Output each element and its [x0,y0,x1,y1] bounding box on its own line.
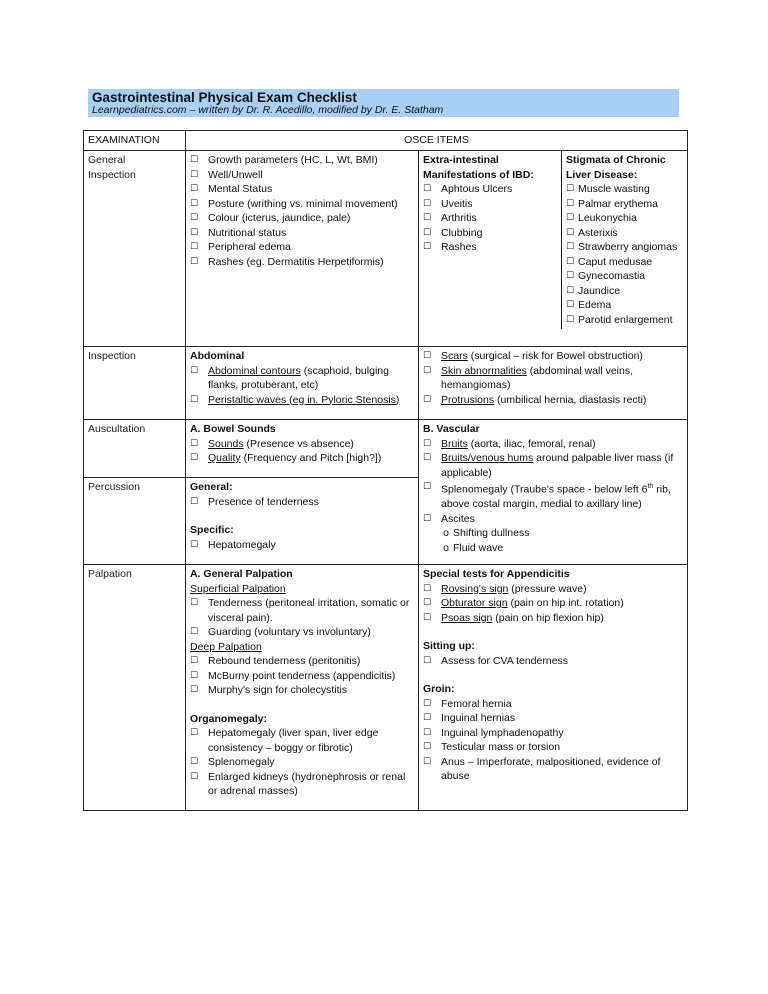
checkbox-icon: ☐ [190,184,199,194]
checklist-item-text: Testicular mass or torsion [441,741,561,753]
checkbox-icon: ☐ [423,227,432,238]
checklist-item-text: Guarding (voluntary vs involuntary) [208,626,371,638]
checkbox-icon: ☐ [423,213,432,223]
checklist-item-text: Rovsing's sign (pressure wave) [441,582,587,595]
sitting-up-title: Sitting up: [423,640,475,652]
ibd-liver-cell [419,151,688,347]
checkbox-icon: ☐ [423,583,432,594]
checklist-item-text: Parotid enlargement [578,313,673,326]
document-title: Gastrointestinal Physical Exam Checklist [92,90,357,105]
checkbox-icon: ☐ [423,513,432,524]
checkbox-icon: ☐ [423,655,432,666]
checklist-item [190,755,414,770]
checklist-item-text: Peripheral edema [208,241,291,253]
checklist-item-text: Quality (Frequency and Pitch [high?]) [208,452,382,464]
checklist-item [423,740,683,755]
auscultation-row [84,420,688,478]
checklist-item [190,255,414,270]
liver-column [562,153,683,327]
checklist-item-text: Obturator sign (pain on hip int. rotation) [441,597,624,609]
inspection-left-cell [186,347,419,420]
checklist-item [423,437,683,452]
checklist-item-text: Arthritis [441,212,477,224]
checklist-item [423,364,683,393]
checklist-item-text: Rashes [441,241,477,253]
checkbox-icon: ☐ [190,656,199,666]
checklist-item-text: Mental Status [208,183,273,195]
checklist-item [190,770,414,799]
checklist-item [423,611,683,626]
checklist-item-text: Bruits (aorta, iliac, femoral, renal) [441,437,596,450]
checklist-item [566,182,683,197]
checkbox-icon: ☐ [566,300,575,310]
palpation-left-cell [186,565,419,811]
checklist-item [566,197,683,212]
checklist-item [190,182,414,197]
percussion-left-cell [186,478,419,565]
checkbox-icon: ☐ [423,184,432,194]
checklist-item [566,240,683,255]
document-subtitle: Learnpediatrics.com – written by Dr. R. Acedillo, modified by Dr. E. Statham [92,104,444,116]
checklist-item [423,393,683,408]
inspection-row [84,347,688,420]
checklist-item [566,226,683,241]
checklist-item-text: Clubbing [441,226,483,239]
checklist-item [190,654,414,669]
percussion-general-title: General: [190,481,233,493]
checklist-item [423,654,683,669]
checklist-item [190,168,414,183]
checkbox-icon: ☐ [190,757,199,767]
checklist-item [566,284,683,299]
exam-label-auscultation: Auscultation [84,420,186,478]
checkbox-icon: ☐ [566,285,575,296]
checkbox-icon: ☐ [566,256,575,267]
checkbox-icon: ☐ [423,351,432,361]
checklist-item [190,596,414,625]
checklist-item-text: Posture (writhing vs. minimal movement) [208,197,398,210]
circle-bullet-icon: o [443,541,449,554]
checkbox-icon: ☐ [423,242,432,252]
checkbox-icon: ☐ [190,496,199,507]
checklist-item-text: Edema [578,299,612,311]
liver-title: Stigmata of Chronic Liver Disease: [566,154,666,181]
ascites-subitem [423,526,683,541]
checklist-item-text: Splenomegaly [208,756,275,768]
checklist-item [190,393,414,408]
checkbox-icon: ☐ [190,539,199,550]
checklist-item-text: Abdominal contours (scaphoid, bulging flanks, protuberant, etc) [208,364,389,391]
title-banner [88,89,679,117]
checklist-item [566,255,683,270]
circle-bullet-icon: o [443,527,449,539]
checkbox-icon: ☐ [566,184,575,194]
checklist-item [423,697,683,712]
checklist-item-text: Uveitis [441,197,473,210]
superficial-palpation-title: Superficial Palpation [190,582,286,595]
checkbox-icon: ☐ [190,670,199,681]
checklist-item [423,182,557,197]
checkbox-icon: ☐ [190,213,199,223]
checklist-item-text: Colour (icterus, jaundice, pale) [208,212,351,224]
checklist-item-text: Asterixis [578,226,618,239]
checkbox-icon: ☐ [190,453,199,463]
checklist-item [566,211,683,226]
checkbox-icon: ☐ [190,771,199,782]
checklist-item [423,197,557,212]
checklist-item [190,495,414,510]
auscultation-left-cell [186,420,419,478]
osce-items-header: OSCE ITEMS [186,131,688,151]
checklist-item-text: Jaundice [578,284,621,297]
deep-palpation-title: Deep Palpation [190,640,262,653]
checklist-item [566,269,683,284]
bowel-sounds-title: A. Bowel Sounds [190,423,276,435]
checkbox-icon: ☐ [423,698,432,709]
checklist-item-text: McBurny point tenderness (appendicitis) [208,669,396,682]
groin-title: Groin: [423,683,455,695]
checklist-item-text: Protrusions (umbilical hernia, diastasis recti) [441,393,647,406]
checklist-item-text: Enlarged kidneys (hydronephrosis or renal or adrenal masses) [208,770,406,797]
checklist-item-text: Murphy's sign for cholecystitis [208,684,348,696]
checklist-item-text: Tenderness (peritoneal irritation, somatic or visceral pain). [208,597,410,624]
checkbox-icon: ☐ [423,713,432,723]
exam-label-general: General Inspection [84,151,186,347]
checklist-item [190,364,414,393]
ascites-item: ☐ Ascites [423,512,475,525]
checklist-item [190,683,414,698]
checkbox-icon: ☐ [566,271,575,281]
palpation-row [84,565,688,811]
checklist-item-text: Hepatomegaly (liver span, liver edge consistency – boggy or fibrotic) [208,727,379,754]
checkbox-icon: ☐ [423,438,432,449]
checkbox-icon: ☐ [566,198,575,209]
checkbox-icon: ☐ [423,727,432,738]
general-palpation-title: A. General Palpation [190,568,293,580]
checkbox-icon: ☐ [190,227,199,238]
ibd-column [419,151,562,329]
checklist-item [423,211,557,226]
splenomegaly-item: ☐ Splenomegaly (Traube's space - below left 6th rib, above costal margin, medial to axillary line) [423,482,671,510]
checklist-item-text: Skin abnormalities (abdominal wall veins, hemangiomas) [441,364,634,391]
checkbox-icon: ☐ [423,394,432,405]
checklist-item-text: Assess for CVA tenderness [441,654,569,667]
checkbox-icon: ☐ [423,365,432,376]
checklist-item [423,726,683,741]
inspection-right-cell [419,347,688,420]
checkbox-icon: ☐ [566,227,575,238]
checklist-item-text: Strawberry angiomas [578,241,678,253]
checklist-item-text: Well/Unwell [208,168,263,181]
checklist-item [190,726,414,755]
checklist-table [83,130,688,811]
checklist-item-text: Aphtous Ulcers [441,183,513,195]
checkbox-icon: ☐ [190,242,199,252]
percussion-specific-title: Specific: [190,524,234,536]
ibd-title: Extra-intestinal Manifestations of IBD: [423,154,534,181]
organomegaly-title: Organomegaly: [190,712,268,725]
exam-label-percussion: Percussion [84,478,186,565]
checklist-item-text: Psoas sign (pain on hip flexion hip) [441,611,604,624]
checkbox-icon: ☐ [423,756,432,767]
checkbox-icon: ☐ [566,314,575,325]
checklist-item [423,451,683,480]
checklist-item [190,625,414,640]
checklist-item [423,226,557,241]
palpation-right-cell [419,565,688,811]
checklist-item [423,240,557,255]
checklist-item-text: Presence of tenderness [208,495,319,508]
checklist-item-text: Bruits/venous hums around palpable liver mass (if applicable) [441,452,674,479]
general-inspection-row [84,151,688,347]
checklist-item [566,298,683,313]
abdominal-title: Abdominal [190,350,245,362]
checklist-item-text: Leukonychia [578,212,637,224]
checkbox-icon: ☐ [190,598,199,608]
checklist-item [190,451,414,466]
checklist-item-text: Peristaltic waves (eg in. Pyloric Stenosis) [208,393,400,406]
checklist-item-text: Palmar erythema [578,197,658,210]
appendicitis-title: Special tests for Appendicitis [423,568,570,580]
checklist-item [190,437,414,452]
checklist-item-text: Growth parameters (HC, L, Wt, BMI) [208,154,378,166]
checklist-item-text: Muscle wasting [578,183,650,195]
checkbox-icon: ☐ [423,198,432,209]
checklist-item-text: Anus – Imperforate, malpositioned, evidence of abuse [441,755,661,782]
checklist-item-text: Nutritional status [208,226,287,239]
checklist-item [190,240,414,255]
vascular-title: B. Vascular [423,423,480,435]
checklist-item-text: Femoral hernia [441,697,512,710]
checklist-item-text: Hepatomegaly [208,538,276,551]
checkbox-icon: ☐ [423,482,432,492]
checkbox-icon: ☐ [423,453,432,463]
checkbox-icon: ☐ [190,198,199,209]
checklist-item-text: Scars (surgical – risk for Bowel obstruction) [441,350,643,362]
examination-header: EXAMINATION [84,131,186,151]
checklist-item [190,669,414,684]
checkbox-icon: ☐ [190,438,199,449]
checklist-item [423,755,683,784]
vascular-percussion-cell [419,420,688,565]
checklist-item-text: Inguinal hernias [441,712,516,724]
general-items-cell [186,151,419,347]
checkbox-icon: ☐ [190,394,199,405]
checkbox-icon: ☐ [423,742,432,752]
checklist-item-text: Caput medusae [578,255,653,268]
checkbox-icon: ☐ [190,728,199,738]
checkbox-icon: ☐ [423,598,432,608]
checklist-item [190,226,414,241]
checklist-item [190,153,414,168]
exam-label-inspection: Inspection [84,347,186,420]
checkbox-icon: ☐ [566,213,575,223]
checkbox-icon: ☐ [566,242,575,252]
checklist-item [190,538,414,553]
checklist-item [423,596,683,611]
ascites-subitem-text: Shifting dullness [453,527,530,539]
checklist-item [423,349,683,364]
checklist-item [423,711,683,726]
checkbox-icon: ☐ [190,627,199,637]
checklist-item [190,197,414,212]
checklist-item [423,582,683,597]
checkbox-icon: ☐ [190,365,199,376]
checkbox-icon: ☐ [423,612,432,623]
checklist-item-text: Rashes (eg. Dermatitis Herpetiformis) [208,255,384,268]
checklist-item [190,211,414,226]
checklist-item-text: Inguinal lymphadenopathy [441,726,564,739]
checklist-item [566,313,683,328]
checkbox-icon: ☐ [190,169,199,180]
exam-label-palpation: Palpation [84,565,186,811]
ascites-subitem-text: Fluid wave [453,541,504,554]
checkbox-icon: ☐ [190,256,199,267]
checklist-item-text: Sounds (Presence vs absence) [208,437,354,450]
checklist-item-text: Gynecomastia [578,270,646,282]
checkbox-icon: ☐ [190,155,199,165]
checkbox-icon: ☐ [190,685,199,695]
checklist-item-text: Rebound tenderness (peritonitis) [208,655,361,667]
ascites-subitem [423,541,683,556]
